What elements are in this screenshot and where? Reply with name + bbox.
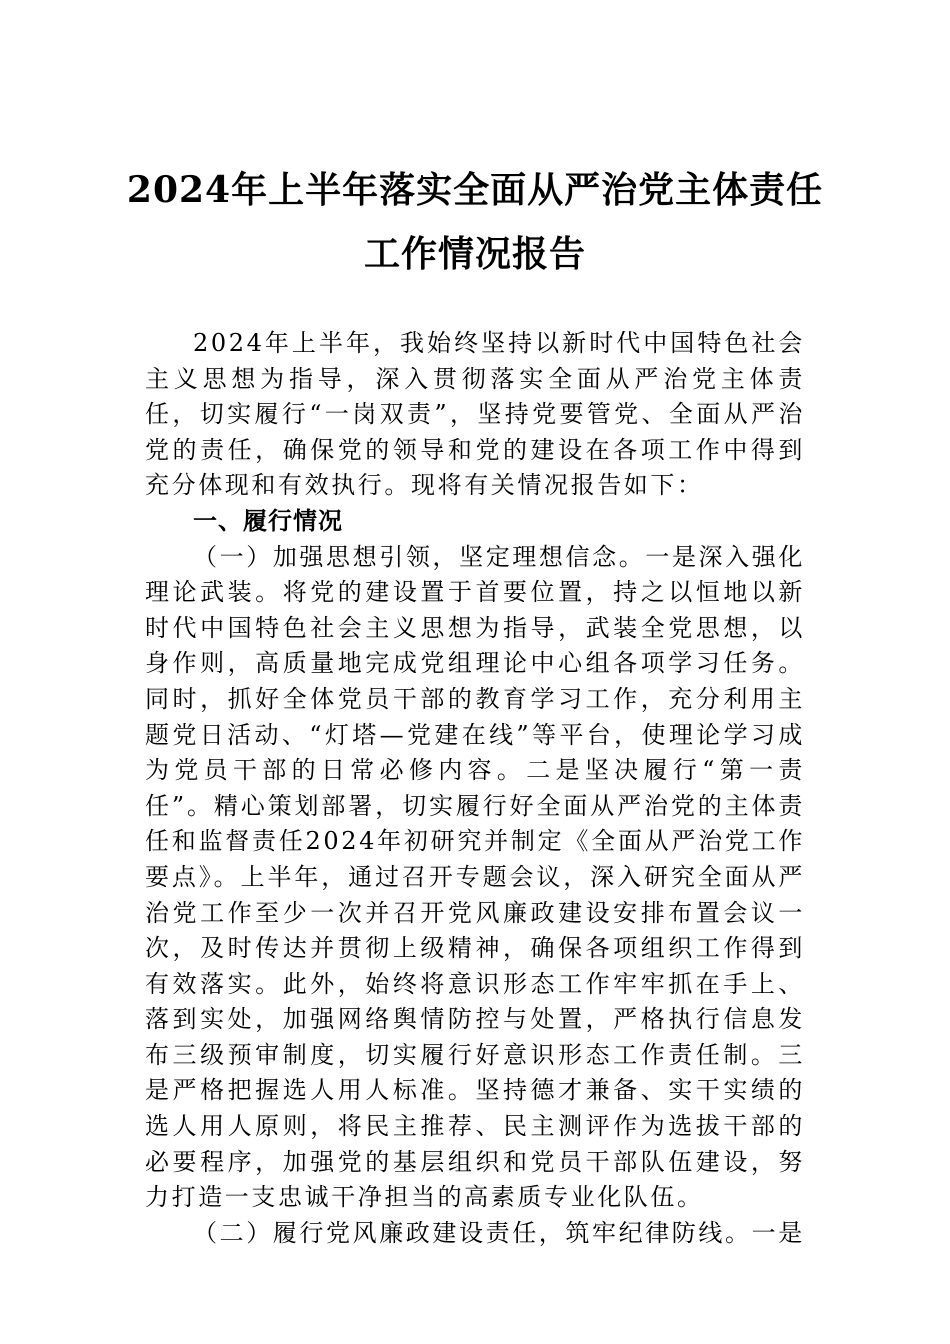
document-title-line-2: 工作情况报告 [363,233,586,275]
body-paragraph: （二）履行党风廉政建设责任，筑牢纪律防线。一是 [193,1218,805,1247]
document-body [145,326,805,1251]
intro-paragraph: 2024年上半年，我始终坚持以新时代中国特色社会主义思想为指导，深入贯彻落实全面从严治党主体责任，切实履行“一岗双责”，坚持党要管党、全面从严治党的责任，确保党的领导和党的建设在各项工作中得到充分体现和有效执行。现将有关情况报告如下： [145,329,805,500]
section-heading: 一、履行情况 [193,506,343,535]
document-title-line-1: 2024年上半年落实全面从严治党主体责任 [126,169,824,211]
body-paragraph: （一）加强思想引领，坚定理想信念。一是深入强化理论武装。将党的建设置于首要位置，持之以恒地以新时代中国特色社会主义思想为指导，武装全党思想，以身作则，高质量地完成党组理论中心组各项学习任务。同时，抓好全体党员干部的教育学习工作，充分利用主题党日活动、“灯塔—党建在线”等平台，使理论学习成为党员干部的日常必修内容。二是坚决履行“第一责任”。精心策划部署，切实履行好全面从严治党的主体责任和监督责任2024年初研究并制定《全面从严治党工作要点》。上半年，通过召开专题会议，深入研究全面从严治党工作至少一次并召开党风廉政建设安排布置会议一次，及时传达并贯彻上级精神，确保各项组织工作得到有效落实。此外，始终将意识形态工作牢牢抓在手上、落到实处，加强网络舆情防控与处置，严格执行信息发布三级预审制度，切实履行好意识形态工作责任制。三是严格把握选人用人标准。坚持德才兼备、实干实绩的选人用人原则，将民主推荐、民主测评作为选拔干部的必要程序，加强党的基层组织和党员干部队伍建设，努力打造一支忠诚干净担当的高素质专业化队伍。 [145,542,805,1212]
